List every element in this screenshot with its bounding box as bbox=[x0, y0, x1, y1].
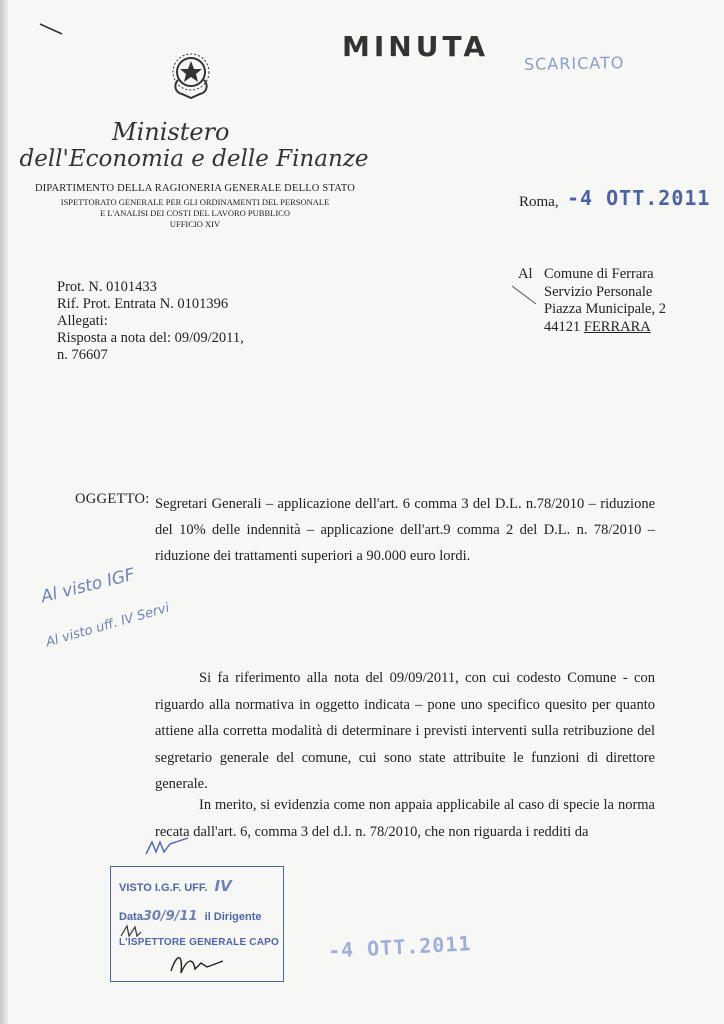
pen-stroke-mark bbox=[38, 20, 64, 38]
visto-inspector-label: L'ISPETTORE GENERALE CAPO bbox=[119, 937, 279, 948]
visto-office-label: VISTO I.G.F. UFF. bbox=[119, 882, 208, 894]
place-label: Roma, bbox=[519, 194, 559, 210]
inspectorate-block bbox=[20, 197, 370, 230]
reply-to-note: Risposta a nota del: 09/09/2011, bbox=[57, 330, 244, 346]
ministry-title: Ministero bbox=[112, 118, 230, 146]
visto-igf-stamp bbox=[110, 866, 284, 982]
scaricato-stamp: SCARICATO bbox=[523, 53, 625, 74]
protocol-number: Prot. N. 0101433 bbox=[57, 279, 157, 295]
body-paragraph-2: In merito, si evidenzia come non appaia applicabile al caso di specie la norma recata dall'art. 6, comma 3 del d.l. n. 78/2010, che non riguarda i redditi da bbox=[155, 797, 655, 840]
department-name: DIPARTIMENTO DELLA RAGIONERIA GENERALE DELLO STATO bbox=[34, 183, 356, 194]
inspectorate-line-2: E L'ANALISI DEI COSTI DEL LAVORO PUBBLICO bbox=[100, 208, 290, 218]
minuta-stamp: MINUTA bbox=[342, 30, 490, 63]
recipient-city: FERRARA bbox=[583, 318, 651, 335]
recipient-label: Al bbox=[518, 266, 533, 282]
office-name: UFFICIO XIV bbox=[169, 219, 221, 229]
inspectorate-line-1: ISPETTORATO GENERALE PER GLI ORDINAMENTI DEL PERSONALE bbox=[60, 197, 330, 207]
footer-date-stamp: -4 OTT.2011 bbox=[327, 931, 472, 963]
recipient-address bbox=[544, 266, 666, 336]
recipient-service: Servizio Personale bbox=[544, 283, 653, 300]
reference-protocol: Rif. Prot. Entrata N. 0101396 bbox=[57, 296, 229, 312]
recipient-street: Piazza Municipale, 2 bbox=[544, 301, 666, 317]
inspector-signature-icon bbox=[167, 949, 227, 977]
handwritten-note-visto-uff: Al visto uff. IV Servi bbox=[44, 600, 172, 651]
visto-office-handwritten: IV bbox=[214, 877, 232, 895]
recipient-name: Comune di Ferrara bbox=[544, 266, 654, 282]
ministry-subtitle: dell'Economia e delle Finanze bbox=[19, 146, 369, 172]
pen-slash-mark bbox=[510, 282, 538, 308]
protocol-block bbox=[57, 279, 244, 364]
italian-republic-emblem-icon bbox=[168, 50, 214, 100]
dirigente-signature-icon bbox=[119, 924, 143, 938]
visto-office-line bbox=[119, 877, 232, 895]
visto-date-handwritten: 30/9/11 bbox=[142, 909, 198, 924]
subject-text: Segretari Generali – applicazione dell'art. 6 comma 3 del D.L. n.78/2010 – riduzione del 10% delle indennità – applicazione dell'art.9 comma 2 del D.L. n. 78/2010 – riduzione dei trattamenti superiori a 90.000 euro lordi. bbox=[155, 496, 655, 564]
date-stamp: -4 OTT.2011 bbox=[567, 186, 711, 210]
visto-date-label: Data bbox=[119, 911, 143, 923]
subject-label: OGGETTO: bbox=[75, 491, 150, 507]
handwritten-note-visto-igf: Al visto IGF bbox=[39, 564, 137, 608]
visto-dirigente-label: il Dirigente bbox=[204, 911, 262, 923]
reply-note-number: n. 76607 bbox=[57, 347, 108, 363]
attachments-label: Allegati: bbox=[57, 313, 108, 329]
recipient-city-line bbox=[544, 319, 666, 337]
recipient-zip: 44121 bbox=[544, 318, 581, 335]
body-paragraph-1: Si fa riferimento alla nota del 09/09/2011, con cui codesto Comune - con riguardo alla normativa in oggetto indicata – pone uno specifico quesito per quanto attiene alla corretta modalità di determinare i previsti interventi sulla retribuzione del segretario generale del comune, cui sono state attribuite le funzioni di direttore generale. bbox=[155, 670, 655, 792]
handwritten-initials-mark bbox=[144, 834, 190, 860]
visto-date-line bbox=[119, 909, 283, 938]
scan-edge bbox=[0, 0, 8, 1024]
